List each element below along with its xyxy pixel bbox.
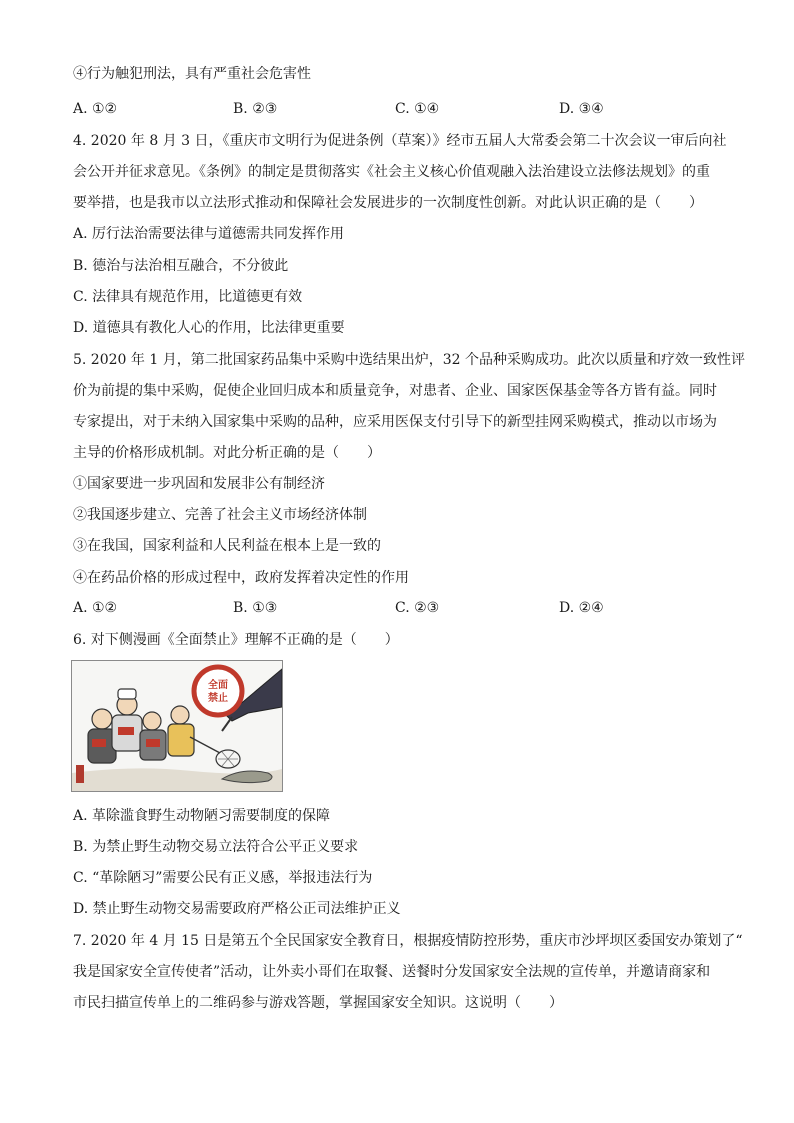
q6-option-a: A. 革除滥食野生动物陋习需要制度的保障 [73, 808, 331, 824]
sign-text-1: 全面 [208, 680, 228, 691]
q4-stem-line-3: 要举措，也是我市以立法形式推动和保障社会发展进步的一次制度性创新。对此认识正确的是（ ） [73, 195, 703, 211]
q5-option-a: A. ①② [73, 600, 118, 616]
q3-option-d: D. ③④ [559, 101, 604, 117]
animal-figure [222, 771, 272, 783]
people-group [88, 689, 194, 763]
q5-stem-line-3: 专家提出，对于未纳入国家集中采购的品种，应采用医保支付引导下的新型挂网采购模式，推动以市场为 [73, 414, 717, 430]
q5-option-b: B. ①③ [233, 600, 278, 616]
q5-stem-line-2: 价为前提的集中采购，促使企业回归成本和质量竞争，对患者、企业、国家医保基金等各方皆有益。同时 [73, 383, 717, 399]
stop-sign [194, 667, 242, 715]
cartoon-image [71, 660, 283, 792]
q5-item-4: ④在药品价格的形成过程中，政府发挥着决定性的作用 [73, 570, 409, 586]
q4-option-b: B. 德治与法治相互融合，不分彼此 [73, 258, 289, 274]
q7-stem-line-1: 7. 2020 年 4 月 15 日是第五个全民国家安全教育日，根据疫情防控形势，重庆市沙坪坝区委国安办策划了“ [73, 933, 743, 949]
q3-item-4: ④行为触犯刑法，具有严重社会危害性 [73, 66, 311, 82]
q4-stem-line-2: 会公开并征求意见。《条例》的制定是贯彻落实《社会主义核心价值观融入法治建设立法修法规划》的重 [73, 164, 710, 180]
label-tag-2 [118, 727, 134, 735]
cartoon-drawing [72, 661, 282, 791]
q3-option-c: C. ①④ [395, 101, 440, 117]
q4-option-d: D. 道德具有教化人心的作用，比法律更重要 [73, 320, 345, 336]
catch-net [190, 737, 240, 768]
q3-options [73, 99, 733, 119]
q3-option-a: A. ①② [73, 101, 118, 117]
q4-option-c: C. 法律具有规范作用，比道德更有效 [73, 289, 303, 305]
q5-option-c: C. ②③ [395, 600, 440, 616]
q4-stem-line-1: 4. 2020 年 8 月 3 日，《重庆市文明行为促进条例（草案）》经市五届人大常委会第二十次会议一审后向社 [73, 133, 727, 149]
q5-item-1: ①国家要进一步巩固和发展非公有制经济 [73, 476, 325, 492]
q7-stem-line-3: 市民扫描宣传单上的二维码参与游戏答题，掌握国家安全知识。这说明（ ） [73, 995, 563, 1011]
q4-option-a: A. 厉行法治需要法律与道德需共同发挥作用 [73, 226, 345, 242]
q6-option-c: C. “革除陋习”需要公民有正义感，举报违法行为 [73, 870, 373, 886]
q3-option-b: B. ②③ [233, 101, 278, 117]
label-tag-1 [92, 739, 106, 747]
artist-seal [76, 765, 84, 783]
q5-item-3: ③在我国，国家利益和人民利益在根本上是一致的 [73, 538, 381, 554]
q5-stem-line-4: 主导的价格形成机制。对此分析正确的是（ ） [73, 445, 381, 461]
q6-stem: 6. 对下侧漫画《全面禁止》理解不正确的是（ ） [73, 632, 399, 648]
q5-options [73, 598, 733, 618]
sign-text-2: 禁止 [208, 693, 228, 704]
label-tag-3 [146, 739, 160, 747]
q5-stem-line-1: 5. 2020 年 1 月，第二批国家药品集中采购中选结果出炉，32 个品种采购成功。此次以质量和疗效一致性评 [73, 352, 745, 368]
q7-stem-line-2: 我是国家安全宣传使者”活动，让外卖小哥们在取餐、送餐时分发国家安全法规的宣传单，并邀请商家和 [73, 964, 711, 980]
q6-option-d: D. 禁止野生动物交易需要政府严格公正司法维护正义 [73, 901, 401, 917]
q6-option-b: B. 为禁止野生动物交易立法符合公平正义要求 [73, 839, 359, 855]
q5-option-d: D. ②④ [559, 600, 604, 616]
q5-item-2: ②我国逐步建立、完善了社会主义市场经济体制 [73, 507, 367, 523]
sign-pole [222, 717, 232, 731]
